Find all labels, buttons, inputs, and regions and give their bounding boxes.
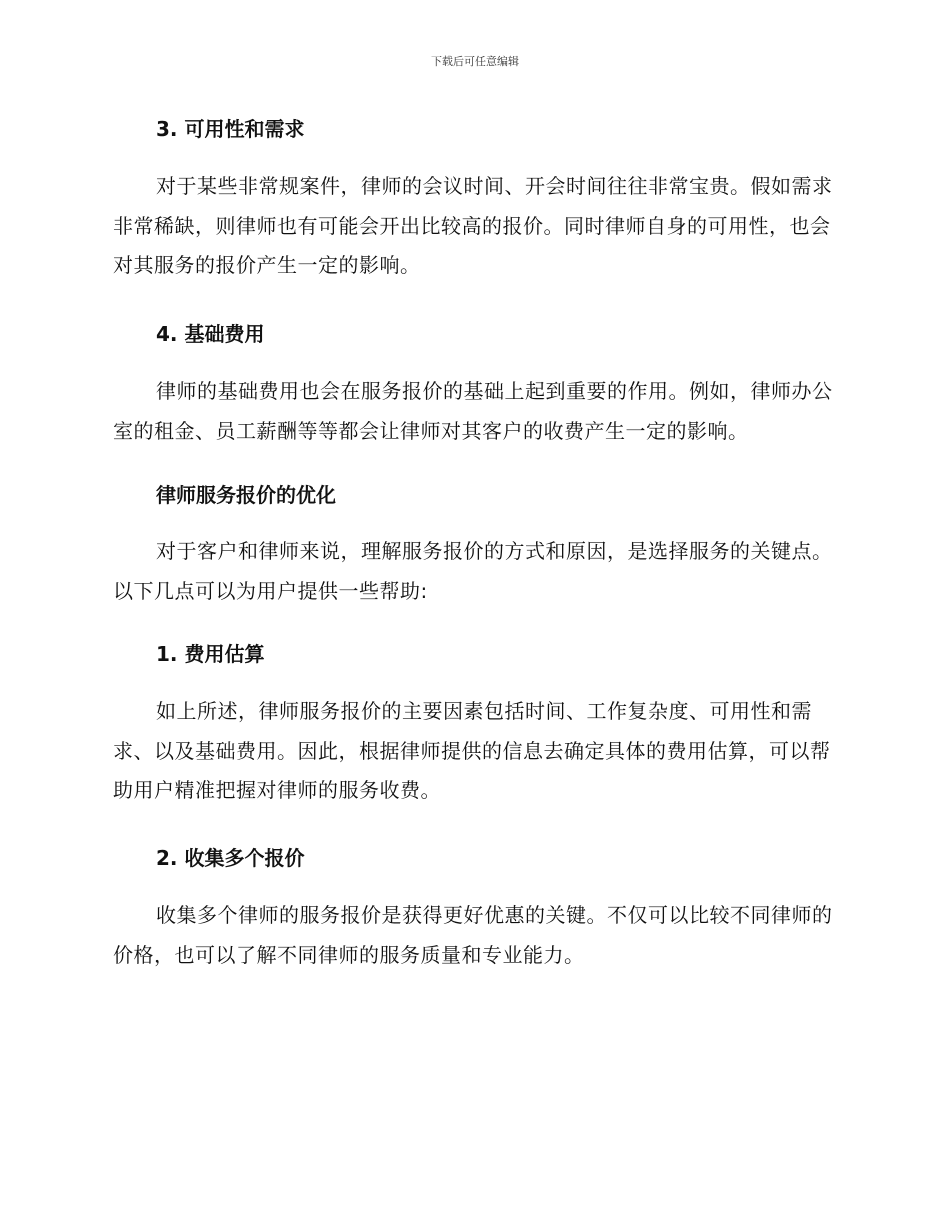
section-paragraph-cost-estimate: 如上所述，律师服务报价的主要因素包括时间、工作复杂度、可用性和需求、以及基础费用。因此，根据律师提供的信息去确定具体的费用估算，可以帮助用户精准把握对律师的服务收费。 [113, 699, 831, 802]
section-heading-availability: 3. 可用性和需求 [156, 117, 305, 141]
section-paragraph-optimization: 对于客户和律师来说，理解服务报价的方式和原因，是选择服务的关键点。以下几点可以为用户提供一些帮助: [113, 539, 833, 603]
section-heading-multiple-quotes: 2. 收集多个报价 [156, 846, 305, 870]
page-header-note: 下载后可任意编辑 [431, 55, 519, 68]
section-paragraph-base-fees: 律师的基础费用也会在服务报价的基础上起到重要的作用。例如，律师办公室的租金、员工薪酬等等都会让律师对其客户的收费产生一定的影响。 [113, 379, 833, 443]
section-paragraph-availability: 对于某些非常规案件，律师的会议时间、开会时间往往非常宝贵。假如需求非常稀缺，则律师也有可能会开出比较高的报价。同时律师自身的可用性，也会对其服务的报价产生一定的影响。 [113, 174, 833, 277]
section-heading-optimization: 律师服务报价的优化 [156, 483, 336, 507]
section-heading-base-fees: 4. 基础费用 [156, 322, 265, 346]
section-heading-cost-estimate: 1. 费用估算 [156, 642, 265, 666]
section-paragraph-multiple-quotes: 收集多个律师的服务报价是获得更好优惠的关键。不仅可以比较不同律师的价格，也可以了解不同律师的服务质量和专业能力。 [113, 903, 833, 967]
